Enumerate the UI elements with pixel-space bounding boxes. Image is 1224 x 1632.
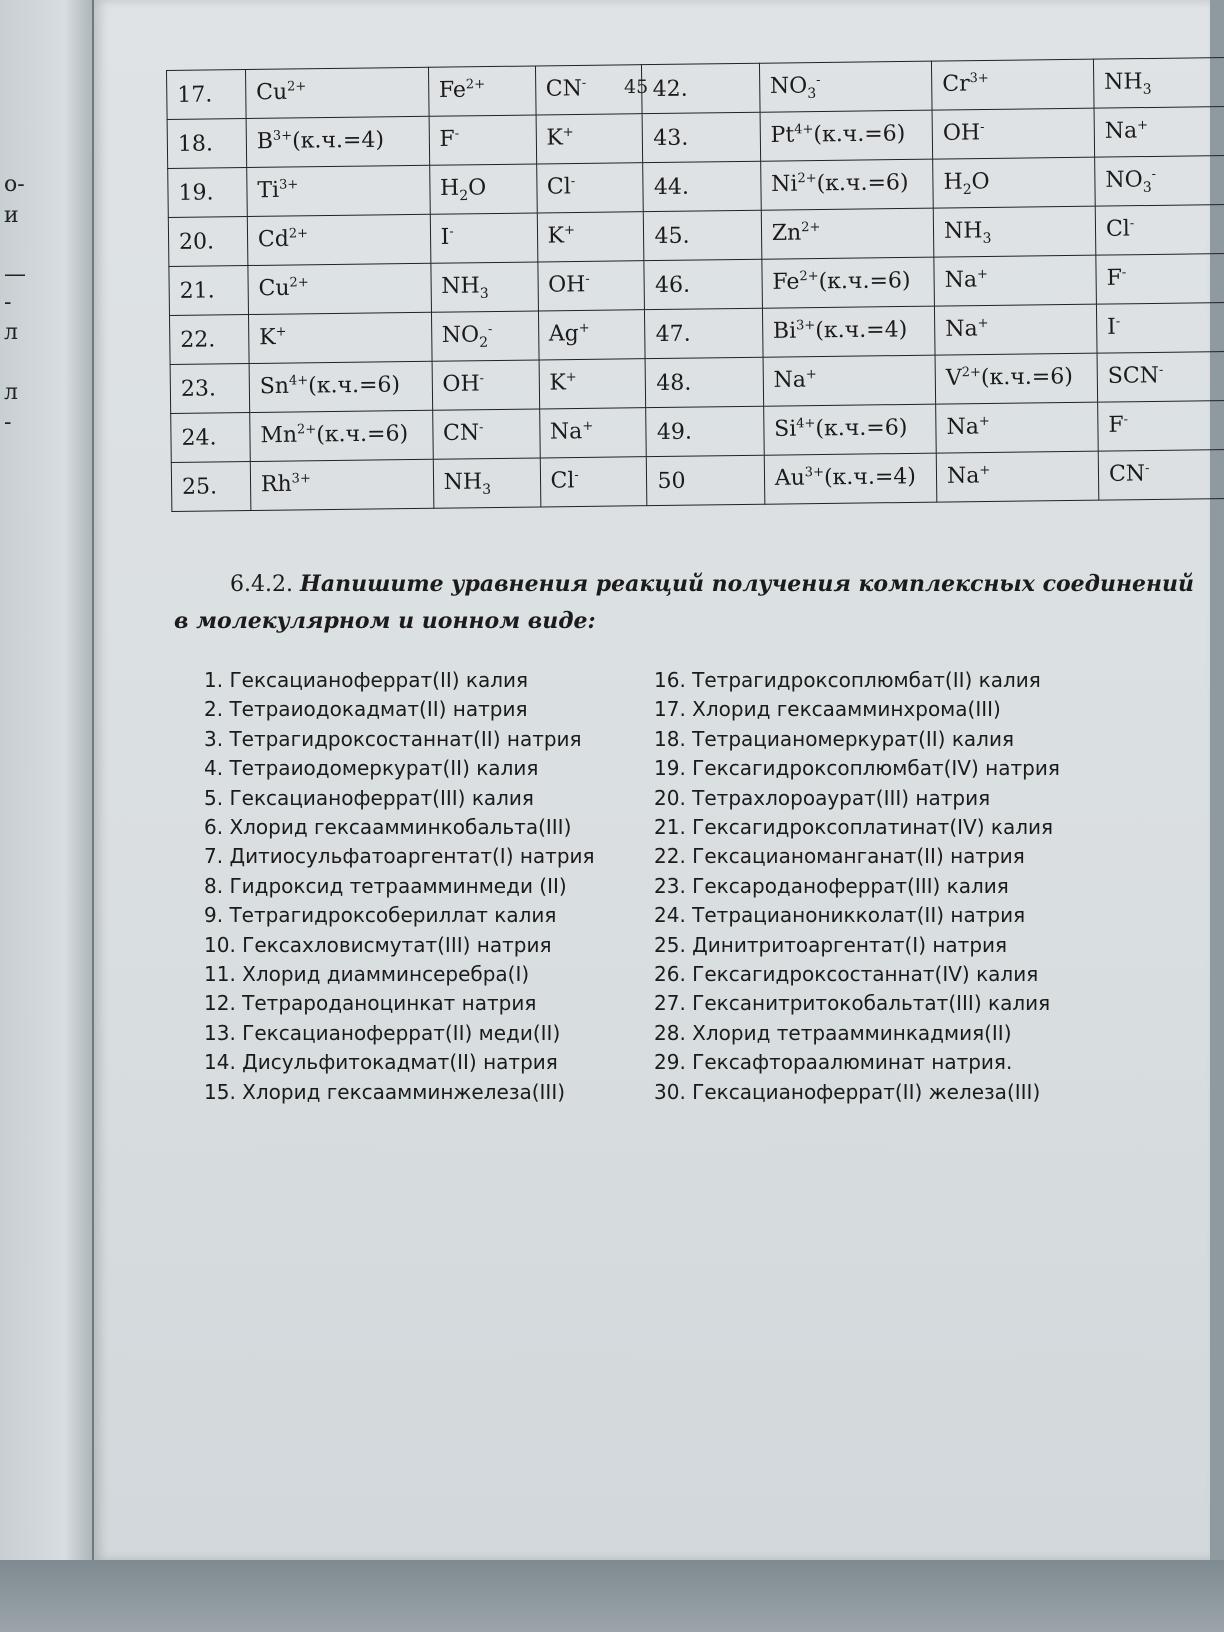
book-page <box>94 0 1210 1560</box>
formula-charge: + <box>565 369 577 385</box>
formula-charge: - <box>479 370 485 386</box>
compound-item: 9. Тетрагидроксобериллат калия <box>204 903 557 928</box>
formula-charge: 3+ <box>291 470 311 487</box>
central-ion-cell <box>247 165 430 216</box>
central-ion-cell <box>249 361 432 412</box>
left-fragment: — <box>4 262 26 287</box>
formula-base: F <box>439 126 455 152</box>
compound-item: 10. Гексахловисмутат(III) натрия <box>204 932 552 957</box>
task-text: Напишите уравнения реакций получения комплексных соединений в молекулярном и ионном виде: <box>174 571 1195 634</box>
formula-base: Ti <box>257 177 280 203</box>
compound-item: 20. Тетрахлороаурат(III) натрия <box>654 785 991 810</box>
row-number-cell: 23. <box>170 364 249 414</box>
formula-base: Na <box>1104 118 1138 144</box>
formula-base: NH <box>1104 69 1143 95</box>
central-ion-cell <box>759 61 932 112</box>
formula-charge: 2+ <box>287 78 307 95</box>
formula-suffix: (к.ч.=4) <box>823 463 917 490</box>
formula-base: Fe <box>772 269 800 295</box>
compound-item: 12. Тетрароданоцинкат натрия <box>204 991 537 1016</box>
row-number-cell: 22. <box>169 315 248 365</box>
formula-base: NO <box>441 322 480 348</box>
compound-item: 5. Гексацианоферрат(III) калия <box>204 785 534 810</box>
ligand-cell <box>934 255 1097 306</box>
formula-suffix: (к.ч.=6) <box>316 421 409 448</box>
row-number-cell: 44. <box>643 161 761 211</box>
formula-base: OH <box>548 271 586 298</box>
formula-charge: - <box>1115 314 1121 330</box>
formula-charge: 2+ <box>289 274 309 291</box>
counter-ion-cell <box>537 212 645 262</box>
formula-base: Na <box>944 267 978 293</box>
formula-suffix: (к.ч.=4) <box>815 316 908 344</box>
ligand-cell <box>430 213 538 263</box>
formula-suffix: O <box>468 175 487 201</box>
task-heading <box>174 566 1194 640</box>
compound-item: 3. Тетрагидроксостаннат(II) натрия <box>204 726 582 751</box>
central-ion-cell <box>246 116 429 167</box>
left-fragment: л <box>4 380 18 405</box>
row-number-cell: 48. <box>645 357 763 407</box>
formula-charge: - <box>478 419 484 435</box>
counter-ion-cell <box>536 114 644 164</box>
counter-ion-cell <box>1095 155 1224 206</box>
compound-item: 14. Дисульфитокадмат(II) натрия <box>204 1050 558 1075</box>
formula-charge: - <box>585 271 590 287</box>
ligand-cell <box>933 157 1096 208</box>
formula-base: Sn <box>259 373 290 399</box>
formula-charge: 4+ <box>288 372 309 389</box>
central-ion-cell <box>763 355 936 406</box>
formula-charge: 2+ <box>465 76 486 92</box>
formula-charge: - <box>1144 460 1150 476</box>
formula-base: CN <box>1108 461 1146 487</box>
counter-ion-cell <box>1093 57 1224 108</box>
formula-base: K <box>547 223 565 249</box>
formula-subscript: 3 <box>1142 81 1152 98</box>
formula-charge: 3+ <box>796 317 816 333</box>
row-number-cell: 50 <box>647 455 765 505</box>
central-ion-cell <box>250 459 433 510</box>
left-fragment: и <box>4 203 19 228</box>
formula-base: NH <box>441 273 480 299</box>
compound-item: 29. Гексафтораалюминат натрия. <box>654 1050 1013 1075</box>
left-fragment: - <box>4 410 12 435</box>
central-ion-cell <box>248 263 431 314</box>
formula-base: Na <box>549 418 583 445</box>
formula-base: NO <box>1105 167 1143 193</box>
formula-suffix: (к.ч.=6) <box>308 372 401 399</box>
formula-base: Cl <box>546 174 571 200</box>
compound-item: 28. Хлорид тетраамминкадмия(II) <box>654 1020 1012 1045</box>
row-number-cell: 49. <box>646 406 764 456</box>
formula-charge: 4+ <box>796 415 816 431</box>
formula-charge: - <box>449 224 454 240</box>
formula-charge: - <box>1123 411 1129 427</box>
central-ion-cell <box>245 67 428 118</box>
formula-base: Cu <box>256 79 288 105</box>
compound-item: 30. Гексацианоферрат(II) железа(III) <box>654 1079 1041 1104</box>
formula-charge: 2+ <box>801 219 821 235</box>
compound-item: 25. Динитритоаргентат(I) натрия <box>654 932 1008 957</box>
page-number: 45 <box>624 76 649 98</box>
desk-surface <box>0 1560 1224 1632</box>
compound-item: 11. Хлорид диамминсеребра(I) <box>204 962 530 987</box>
compound-item: 17. Хлорид гексаамминхрома(III) <box>654 697 1001 722</box>
formula-charge: + <box>562 124 574 140</box>
formula-charge: + <box>1137 117 1149 133</box>
formula-suffix: (к.ч.=6) <box>816 169 909 197</box>
formula-base: Pt <box>770 122 795 148</box>
formula-suffix: (к.ч.=6) <box>980 363 1073 391</box>
ligand-cell <box>429 164 537 214</box>
compound-item: 8. Гидроксид тетраамминмеди (II) <box>204 873 567 898</box>
formula-subscript: 2 <box>459 187 469 204</box>
formula-subscript: 2 <box>962 181 972 198</box>
formula-base: Fe <box>438 77 467 103</box>
formula-charge: 2+ <box>288 225 309 242</box>
formula-charge: 2+ <box>296 421 317 438</box>
counter-ion-cell <box>1096 253 1224 304</box>
formula-base: K <box>259 324 276 350</box>
formula-charge: - <box>816 72 821 88</box>
row-number-cell: 20. <box>168 217 247 267</box>
formula-base: F <box>1106 265 1123 291</box>
formula-base: OH <box>942 120 981 146</box>
row-number-cell: 45. <box>644 210 762 260</box>
formula-subscript: 3 <box>1142 179 1152 196</box>
formula-base: Cr <box>942 71 970 97</box>
formula-suffix: (к.ч.=6) <box>813 120 906 148</box>
row-number-cell: 18. <box>167 119 246 169</box>
formula-base: Au <box>774 465 805 491</box>
formula-charge: + <box>979 462 991 478</box>
formula-charge: - <box>979 119 985 135</box>
formula-charge: - <box>454 126 460 142</box>
formula-base: NH <box>443 469 483 495</box>
formula-charge: + <box>976 266 988 282</box>
formula-charge: - <box>1151 166 1157 182</box>
ligand-cell <box>932 59 1095 110</box>
left-fragment: о- <box>4 172 25 197</box>
row-number-cell: 21. <box>169 266 248 316</box>
formula-charge: 3+ <box>272 128 293 144</box>
formula-charge: + <box>275 324 287 340</box>
formula-charge: 3+ <box>804 464 825 480</box>
ligand-cell <box>936 451 1099 502</box>
row-number-cell: 47. <box>645 308 763 358</box>
compound-item: 7. Дитиосульфатоаргентат(I) натрия <box>204 844 595 869</box>
formula-base: CN <box>442 420 480 446</box>
row-number-cell: 24. <box>171 413 250 463</box>
central-ion-cell <box>250 410 433 461</box>
row-number-cell: 25. <box>171 462 250 512</box>
formula-subscript: 3 <box>482 481 492 498</box>
ligand-cell <box>936 402 1099 453</box>
adjacent-page <box>0 0 94 1560</box>
ligand-cell <box>933 206 1096 257</box>
formula-base: I <box>1107 314 1117 340</box>
formula-charge: 2+ <box>799 268 819 284</box>
counter-ion-cell <box>539 408 647 458</box>
compound-item: 26. Гексагидроксостаннат(IV) калия <box>654 962 1039 987</box>
formula-base: Ni <box>771 171 798 197</box>
ligand-cell <box>935 353 1098 404</box>
formula-base: NO <box>769 73 808 99</box>
formula-base: Si <box>774 416 797 442</box>
formula-base: V <box>945 365 962 391</box>
formula-base: Cu <box>258 275 290 301</box>
formula-base: Zn <box>771 220 802 246</box>
formula-charge: - <box>574 467 579 483</box>
formula-charge: + <box>582 418 594 434</box>
formula-base: OH <box>442 371 480 397</box>
compound-item: 23. Гексароданоферрат(III) калия <box>654 873 1009 898</box>
ligand-cell <box>433 458 541 508</box>
counter-ion-cell <box>539 359 647 409</box>
formula-charge: 3+ <box>969 70 989 86</box>
formula-subscript: 3 <box>807 85 817 102</box>
counter-ion-cell <box>538 310 646 360</box>
formula-base: F <box>1108 412 1124 438</box>
formula-charge: - <box>1129 215 1135 231</box>
compound-item: 6. Хлорид гексаамминкобальта(III) <box>204 815 572 840</box>
counter-ion-cell <box>1098 400 1224 451</box>
central-ion-cell <box>764 453 937 504</box>
formula-charge: + <box>563 222 575 238</box>
central-ion-cell <box>248 312 431 363</box>
row-number-cell: 42. <box>642 63 760 113</box>
ligand-cell <box>431 311 539 361</box>
compound-item: 18. Тетрацианомеркурат(II) калия <box>654 726 1014 751</box>
formula-subscript: 3 <box>982 230 992 247</box>
counter-ion-cell <box>537 261 645 311</box>
formula-base: Rh <box>260 471 292 497</box>
formula-charge: - <box>1158 362 1164 378</box>
formula-base: K <box>549 370 566 396</box>
formula-base: SCN <box>1107 362 1160 389</box>
compound-item: 22. Гексацианоманганат(II) натрия <box>654 844 1025 869</box>
formula-charge: - <box>581 75 587 91</box>
central-ion-cell <box>760 159 933 210</box>
compound-item: 1. Гексацианоферрат(II) калия <box>204 668 529 692</box>
ligand-cell <box>432 409 540 459</box>
central-ion-cell <box>762 306 935 357</box>
formula-subscript: 2 <box>479 334 489 351</box>
formula-base: Cd <box>257 226 290 252</box>
compound-list-left <box>204 666 595 1107</box>
formula-charge: 2+ <box>961 364 981 380</box>
formula-base: H <box>943 169 963 195</box>
ligand-cell <box>430 262 538 312</box>
ligand-table <box>166 57 1224 512</box>
formula-charge: 2+ <box>797 170 817 186</box>
formula-base: Na <box>945 316 978 342</box>
formula-base: H <box>439 175 460 201</box>
compound-item: 16. Тетрагидроксоплюмбат(II) калия <box>654 668 1041 692</box>
counter-ion-cell <box>1096 302 1224 353</box>
formula-charge: + <box>978 413 990 429</box>
formula-subscript: 3 <box>479 285 489 302</box>
compound-item: 15. Хлорид гексаамминжелеза(III) <box>204 1079 566 1104</box>
compound-item: 24. Тетрацианоникколат(II) натрия <box>654 903 1026 928</box>
row-number-cell: 46. <box>644 259 762 309</box>
formula-charge: - <box>487 321 493 337</box>
formula-base: Mn <box>260 422 298 448</box>
formula-charge: + <box>805 366 817 382</box>
row-number-cell: 17. <box>167 70 246 120</box>
central-ion-cell <box>761 208 934 259</box>
formula-charge: + <box>977 315 989 331</box>
compound-item: 27. Гексанитритокобальтат(III) калия <box>654 991 1051 1016</box>
compound-item: 13. Гексацианоферрат(II) меди(II) <box>204 1020 561 1045</box>
ligand-cell <box>932 108 1095 159</box>
formula-charge: 3+ <box>278 177 299 193</box>
formula-suffix: (к.ч.=6) <box>815 414 908 442</box>
counter-ion-cell <box>540 457 648 507</box>
central-ion-cell <box>763 404 936 455</box>
ligand-cell <box>935 304 1098 355</box>
compound-list-right <box>654 666 1060 1107</box>
counter-ion-cell <box>1097 351 1224 402</box>
compound-item: 21. Гексагидроксоплатинат(IV) калия <box>654 815 1054 840</box>
formula-suffix: (к.ч.=6) <box>818 267 911 295</box>
formula-base: Cl <box>550 468 575 494</box>
central-ion-cell <box>760 110 933 161</box>
formula-base: B <box>256 128 274 154</box>
compound-item: 4. Тетраиодомеркурат(II) калия <box>204 756 539 781</box>
ligand-cell <box>429 115 537 165</box>
formula-base: K <box>546 125 563 151</box>
formula-base: I <box>440 224 450 250</box>
formula-charge: + <box>578 320 590 336</box>
formula-base: NH <box>943 218 983 244</box>
left-fragment: - <box>4 290 12 315</box>
counter-ion-cell <box>535 65 643 115</box>
row-number-cell: 43. <box>643 112 761 162</box>
formula-suffix: (к.ч.=4) <box>291 127 385 154</box>
formula-base: Na <box>946 463 980 489</box>
compound-item: 2. Тетраиодокадмат(II) натрия <box>204 697 528 722</box>
formula-base: Na <box>946 414 980 440</box>
formula-base: CN <box>545 75 583 102</box>
formula-base: Cl <box>1105 216 1131 242</box>
formula-base: Ag <box>548 320 579 347</box>
left-fragment: л <box>4 320 18 345</box>
row-number-cell: 19. <box>168 168 247 218</box>
ligand-cell <box>428 66 536 116</box>
formula-base: Bi <box>772 318 797 344</box>
formula-base: Na <box>773 367 807 393</box>
formula-charge: 4+ <box>794 121 814 137</box>
ligand-cell <box>432 360 540 410</box>
counter-ion-cell <box>1098 449 1224 500</box>
counter-ion-cell <box>1094 106 1224 157</box>
compound-item: 19. Гексагидроксоплюмбат(IV) натрия <box>654 756 1060 781</box>
counter-ion-cell <box>536 163 644 213</box>
central-ion-cell <box>762 257 935 308</box>
counter-ion-cell <box>1095 204 1224 255</box>
formula-charge: - <box>1121 264 1127 280</box>
formula-suffix: O <box>971 168 990 195</box>
task-number: 6.4.2. <box>230 572 294 597</box>
central-ion-cell <box>247 214 430 265</box>
formula-charge: - <box>570 173 576 189</box>
